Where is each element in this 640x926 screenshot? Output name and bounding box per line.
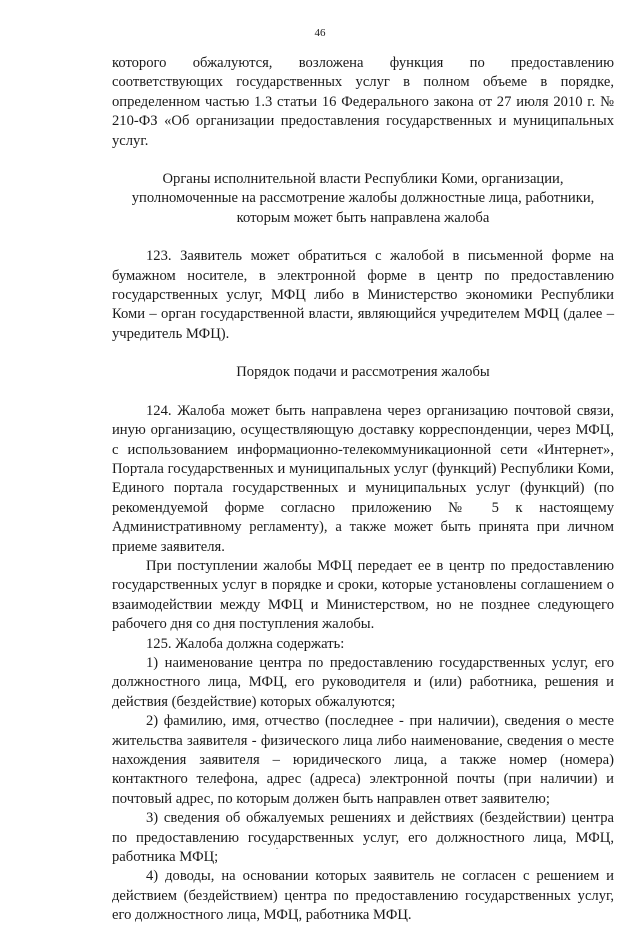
section-heading-organs-line-3: которым может быть направлена жалоба [236, 209, 490, 226]
page-number: 46 [314, 27, 326, 39]
section-heading-organs-line-2: уполномоченные на рассмотрение жалобы должностные лица, работники, [131, 190, 595, 207]
paragraph-125: 125. Жалоба должна содержать: [146, 635, 345, 652]
section-heading-organs-line-1: Органы исполнительной власти Республики Коми, организации, [162, 171, 564, 188]
scan-speck [276, 848, 278, 849]
paragraph-125-item-3: 3) сведения об обжалуемых решениях и действиях (бездействии) центра по предоставлению государственных услуг, его должностного лица, МФЦ, работника МФЦ; [112, 810, 614, 866]
paragraph-124: 124. Жалоба может быть направлена через организацию почтовой связи, иную организацию, осуществляющую доставку корреспонденции, через МФЦ, с использованием информационно-телекоммуникационной сети «Интернет», Портала государственных и муниципальных услуг (функций) Республики Коми, Единого портала государственных и муниципальных услуг (функций) (по рекомендуемой форме согласно приложению № 5 к настоящему Административному регламенту), а также может быть принята при личном приеме заявителя. [112, 402, 614, 555]
paragraph-125-item-1: 1) наименование центра по предоставлению государственных услуг, его должностного лица, МФЦ, его руководителя и (или) работника, решения и действия (бездействие) которых обжалуются; [112, 654, 614, 710]
paragraph-125-item-2: 2) фамилию, имя, отчество (последнее - при наличии), сведения о месте жительства заявителя - физического лица либо наименование, сведения о месте нахождения заявителя – юридического лица, а также номер (номера) контактного телефона, адрес (адреса) электронной почты (при наличии) и почтовый адрес, по которым должен быть направлен ответ заявителю; [112, 713, 614, 807]
document-body [112, 54, 614, 926]
paragraph-124-mfc: При поступлении жалобы МФЦ передает ее в центр по предоставлению государственных услуг в порядке и сроки, которые установлены соглашением о взаимодействии между МФЦ и Министерством, но не позднее следующего рабочего дня со дня поступления жалобы. [112, 557, 614, 633]
paragraph-intro: которого обжалуются, возложена функция по предоставлению соответствующих государственных услуг в полном объеме в порядке, определенном частью 1.3 статьи 16 Федерального закона от 27 июля 2010 г. № 210-ФЗ «Об организации предоставления государственных и муниципальных услуг. [112, 55, 614, 149]
paragraph-125-item-4: 4) доводы, на основании которых заявитель не согласен с решением и действием (бездействием) центра по предоставлению государственных услуг, его должностного лица, МФЦ, работника МФЦ. [112, 868, 614, 924]
section-heading-order: Порядок подачи и рассмотрения жалобы [236, 364, 490, 381]
paragraph-123: 123. Заявитель может обратиться с жалобой в письменной форме на бумажном носителе, в электронной форме в центр по предоставлению государственных услуг, МФЦ либо в Министерство экономики Республики Коми – орган государственной власти, являющийся учредителем МФЦ (далее – учредитель МФЦ). [112, 248, 614, 342]
